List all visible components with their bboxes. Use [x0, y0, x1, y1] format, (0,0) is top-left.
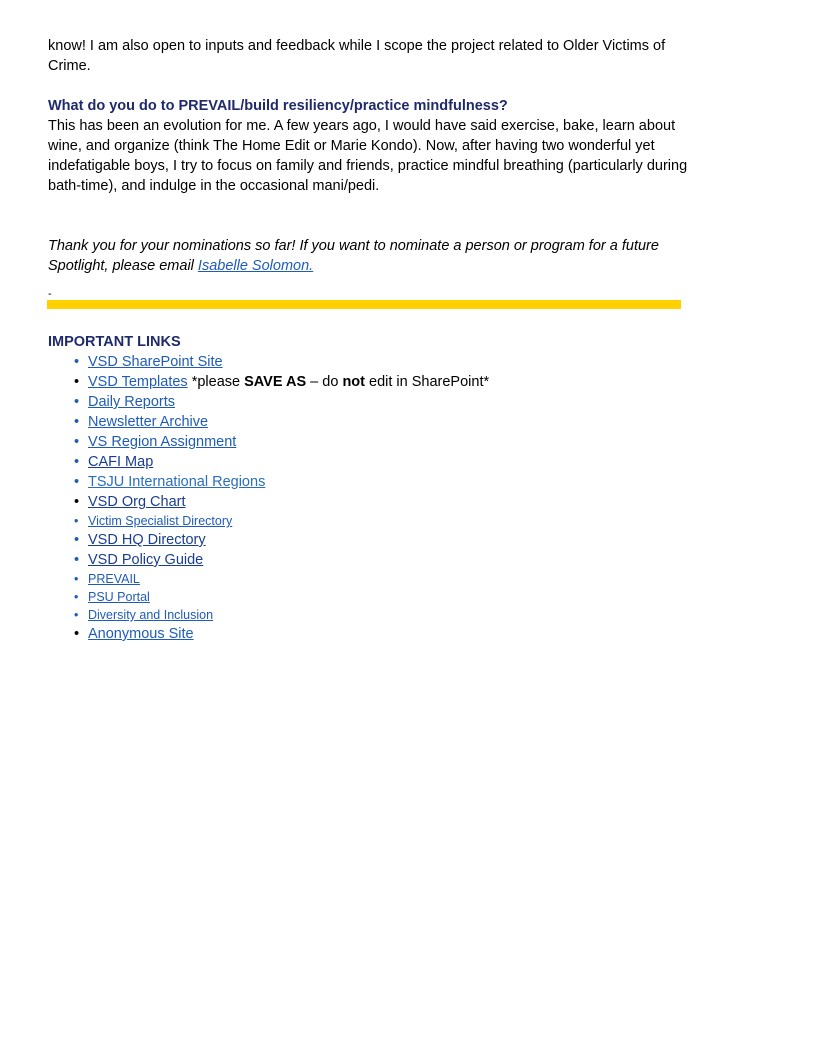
- list-item: [74, 492, 688, 512]
- list-item: [74, 550, 688, 570]
- bullet-icon: •: [74, 608, 79, 622]
- link-tsju-international-regions[interactable]: TSJU International Regions: [88, 474, 266, 490]
- bullet-icon: •: [74, 414, 80, 430]
- templates-note-not: not: [342, 374, 365, 390]
- list-item: [74, 606, 688, 624]
- list-item: [74, 372, 688, 392]
- link-vsd-org-chart[interactable]: VSD Org Chart: [88, 494, 186, 510]
- templates-note-pre: *please: [187, 374, 245, 390]
- gold-divider: [47, 300, 681, 309]
- link-vsd-hq-directory[interactable]: VSD HQ Directory: [88, 532, 206, 548]
- isabelle-solomon-email-link[interactable]: Isabelle Solomon.: [197, 258, 314, 274]
- list-item: [74, 624, 688, 644]
- bullet-icon: •: [74, 572, 79, 586]
- list-item: [74, 512, 688, 530]
- link-newsletter-archive[interactable]: Newsletter Archive: [88, 414, 209, 430]
- bullet-icon: •: [74, 552, 80, 568]
- templates-note-save-as: SAVE AS: [244, 374, 307, 390]
- link-vsd-templates[interactable]: VSD Templates: [88, 374, 188, 390]
- bullet-icon: •: [74, 454, 80, 470]
- link-vsd-sharepoint-site[interactable]: VSD SharePoint Site: [88, 354, 223, 370]
- link-daily-reports[interactable]: Daily Reports: [88, 394, 176, 410]
- newsletter-page: [48, 36, 688, 642]
- bullet-icon: •: [74, 626, 80, 642]
- list-item: [74, 432, 688, 452]
- important-links-list: [48, 352, 688, 644]
- link-vs-region-assignment[interactable]: VS Region Assignment: [88, 434, 237, 450]
- link-cafi-map[interactable]: CAFI Map: [88, 454, 154, 470]
- bullet-icon: •: [74, 590, 79, 604]
- link-anonymous-site[interactable]: Anonymous Site: [88, 626, 194, 642]
- bullet-icon: •: [74, 514, 79, 528]
- list-item: [74, 588, 688, 606]
- answer-paragraph: This has been an evolution for me. A few years ago, I would have said exercise, bake, learn about wine, and organize (think The Home Edit or Marie Kondo). Now, after having two wonderful yet indefatigable boys, I try to focus on family and friends, practice mindful breathing (particularly during bath-time), and indulge in the occasional mani/pedi.: [48, 118, 688, 194]
- link-psu-portal[interactable]: PSU Portal: [88, 590, 150, 604]
- bullet-icon: •: [74, 532, 80, 548]
- link-prevail[interactable]: PREVAIL: [88, 572, 140, 586]
- bullet-icon: •: [74, 394, 80, 410]
- list-item: [74, 472, 688, 492]
- bullet-icon: •: [74, 494, 80, 510]
- list-item: [74, 530, 688, 550]
- templates-note-mid: – do: [306, 374, 343, 390]
- list-item: [74, 570, 688, 588]
- intro-paragraph: know! I am also open to inputs and feedback while I scope the project related to Older Victims of Crime.: [48, 38, 666, 74]
- link-victim-specialist-directory[interactable]: Victim Specialist Directory: [88, 514, 233, 528]
- bullet-icon: •: [74, 374, 80, 390]
- bullet-icon: •: [74, 474, 80, 490]
- list-item: [74, 412, 688, 432]
- question-heading: What do you do to PREVAIL/build resiliency/practice mindfulness?: [48, 98, 508, 114]
- list-item: [74, 452, 688, 472]
- bullet-icon: •: [74, 434, 80, 450]
- dash-mark: -: [48, 288, 52, 300]
- nomination-text: Thank you for your nominations so far! If you want to nominate a person or program for a future Spotlight, please email: [48, 238, 659, 274]
- bullet-icon: •: [74, 354, 80, 370]
- templates-note-post: edit in SharePoint*: [364, 374, 490, 390]
- important-links-heading: IMPORTANT LINKS: [48, 334, 181, 350]
- list-item: [74, 352, 688, 372]
- nomination-note: [48, 236, 688, 276]
- link-vsd-policy-guide[interactable]: VSD Policy Guide: [88, 552, 204, 568]
- list-item: [74, 392, 688, 412]
- link-diversity-and-inclusion[interactable]: Diversity and Inclusion: [88, 608, 214, 622]
